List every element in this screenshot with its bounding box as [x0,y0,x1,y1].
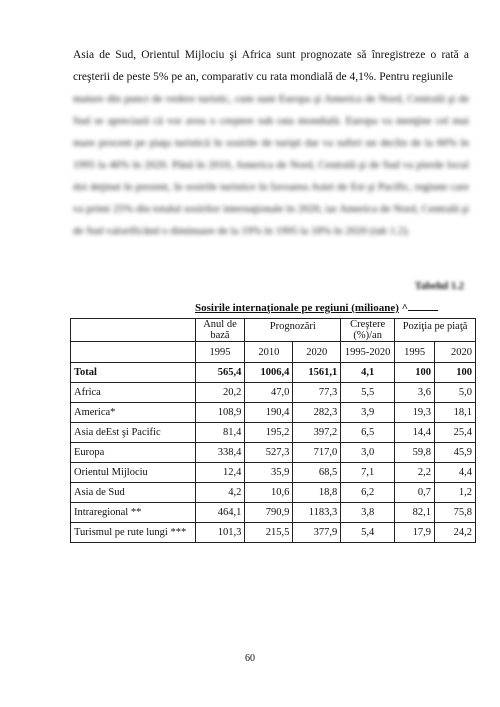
header-forecasts: Prognozări [245,319,341,342]
value-cell: 377,9 [293,523,341,543]
value-cell: 17,9 [395,523,435,543]
value-cell: 717,0 [293,443,341,463]
value-cell: 10,6 [245,483,293,503]
intro-paragraph: Asia de Sud, Orientul Mijlociu şi Africa sunt prognozate să înregistreze o rată a creşterii de peste 5% pe an, comparativ cu rata mondială de 4,1%. Pentru regiunile [73,49,469,84]
table-row [71,443,476,463]
value-cell: 215,5 [245,523,293,543]
value-cell: 3,0 [341,443,395,463]
value-cell: 108,9 [195,403,245,423]
value-cell: 75,8 [435,503,476,523]
value-cell: 4,2 [195,483,245,503]
value-cell: 397,2 [293,423,341,443]
value-cell: 2,2 [395,463,435,483]
value-cell: 81,4 [195,423,245,443]
table-title-text: Sosirile internaţionale pe regiuni (milioane) [195,302,399,314]
table-row [71,503,476,523]
year-market-1995: 1995 [395,342,435,363]
year-base: 1995 [195,342,245,363]
value-cell: 1,2 [435,483,476,503]
region-cell: Intraregional ** [71,503,196,523]
header-growth: Creştere (%)/an [341,319,395,342]
value-cell: 6,5 [341,423,395,443]
table-label: Tabelul 1.2 [414,281,464,292]
value-cell: 790,9 [245,503,293,523]
value-cell: 4,4 [435,463,476,483]
value-cell: 464,1 [195,503,245,523]
header-base-year: Anul de bază [195,319,245,342]
value-cell: 25,4 [435,423,476,443]
value-cell: 4,1 [341,363,395,383]
value-cell: 19,3 [395,403,435,423]
header-market-position: Poziţia pe piaţă [395,319,476,342]
arrivals-table [70,318,476,543]
table-row [71,403,476,423]
value-cell: 0,7 [395,483,435,503]
value-cell: 24,2 [435,523,476,543]
year-row-blank [71,342,196,363]
region-cell: Asia deEst şi Pacific [71,423,196,443]
region-cell: America* [71,403,196,423]
value-cell: 338,4 [195,443,245,463]
year-market-2020: 2020 [435,342,476,363]
region-cell: Africa [71,383,196,403]
value-cell: 12,4 [195,463,245,483]
value-cell: 45,9 [435,443,476,463]
value-cell: 100 [435,363,476,383]
value-cell: 100 [395,363,435,383]
blurred-paragraph: mature din punct de vedere turistic, cum sunt Europa şi America de Nord, Centrală şi de Sud se apreciază că vor avea o creştere sub rata mondială. Europa va menţine cel mai mare procent pe piaţa turistică în sosirile de turişti dar va suferi un declin de la 60% în 1995 la 46% în 2020. Până în 2010, America de Nord, Centrală şi de Sud va pierde locul doi deţinut în prezent, în sosirile turistice în favoarea Asiei de Est şi Pacific, regiune care va primi 25% din totalul sosirilor internaţionale în 2020, iar America de Nord, Centrală şi de Sud valorificând o diminuare de la 19% în 1995 la 18% în 2020 (tab 1.2). [73,93,469,237]
year-growth: 1995-2020 [341,342,395,363]
value-cell: 1561,1 [293,363,341,383]
value-cell: 190,4 [245,403,293,423]
value-cell: 5,0 [435,383,476,403]
value-cell: 5,5 [341,383,395,403]
value-cell: 14,4 [395,423,435,443]
value-cell: 282,3 [293,403,341,423]
value-cell: 20,2 [195,383,245,403]
value-cell: 18,1 [435,403,476,423]
region-cell: Turismul pe rute lungi *** [71,523,196,543]
region-cell: Asia de Sud [71,483,196,503]
table-title [195,301,438,314]
value-cell: 77,3 [293,383,341,403]
value-cell: 82,1 [395,503,435,523]
value-cell: 1183,3 [293,503,341,523]
region-cell: Orientul Mijlociu [71,463,196,483]
value-cell: 195,2 [245,423,293,443]
value-cell: 3,9 [341,403,395,423]
table-row [71,523,476,543]
table-row [71,483,476,503]
region-cell: Total [71,363,196,383]
year-2020: 2020 [293,342,341,363]
value-cell: 35,9 [245,463,293,483]
region-cell: Europa [71,443,196,463]
value-cell: 3,8 [341,503,395,523]
table-row [71,383,476,403]
page-number: 60 [245,653,255,664]
value-cell: 7,1 [341,463,395,483]
value-cell: 6,2 [341,483,395,503]
header-region-cell [71,319,196,342]
value-cell: 47,0 [245,383,293,403]
value-cell: 68,5 [293,463,341,483]
value-cell: 59,8 [395,443,435,463]
value-cell: 5,4 [341,523,395,543]
table-title-tail: ^ [401,302,409,314]
value-cell: 101,3 [195,523,245,543]
table-row [71,423,476,443]
table-row [71,363,476,383]
value-cell: 565,4 [195,363,245,383]
year-2010: 2010 [245,342,293,363]
title-underline [408,301,438,311]
value-cell: 3,6 [395,383,435,403]
value-cell: 18,8 [293,483,341,503]
table-row [71,463,476,483]
value-cell: 527,3 [245,443,293,463]
value-cell: 1006,4 [245,363,293,383]
